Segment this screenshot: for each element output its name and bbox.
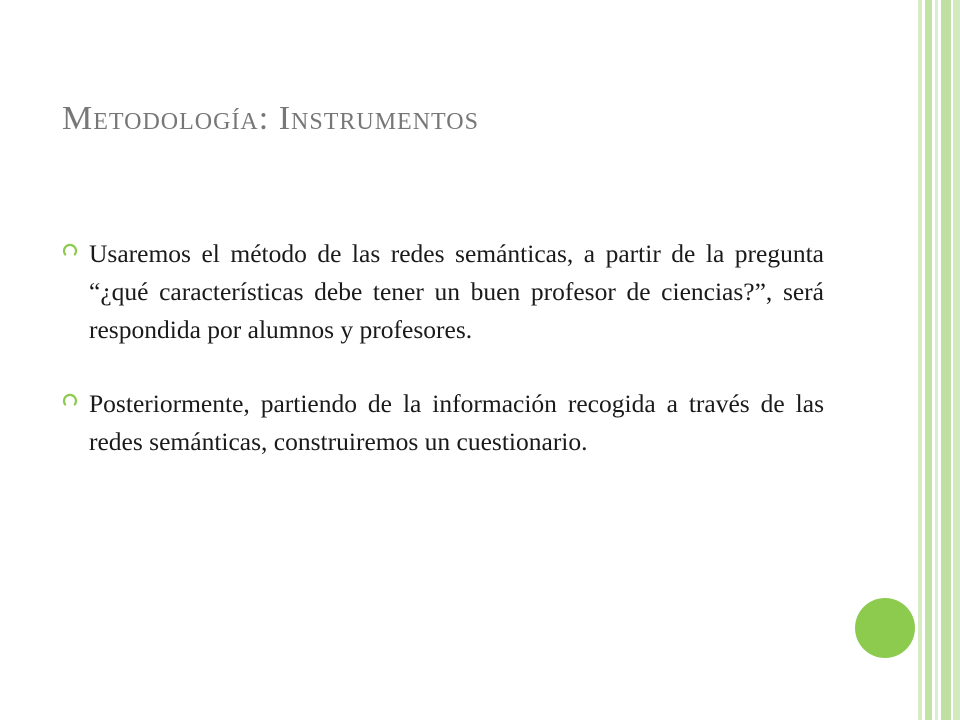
decorative-stripe (953, 0, 960, 720)
open-circle-icon (62, 393, 78, 409)
bullet-text: Posteriormente, partiendo de la información recogida a través de las redes semánticas, construiremos un cuestionario. (89, 389, 824, 456)
bullet-text: Usaremos el método de las redes semánticas, a partir de la pregunta “¿qué características debe tener un buen profesor de ciencias?”, será respondida por alumnos y profesores. (89, 239, 824, 344)
decorative-stripe (918, 0, 922, 720)
bullet-item (62, 385, 824, 461)
bullet-item (62, 235, 824, 349)
open-circle-icon (62, 243, 78, 259)
decorative-stripe (935, 0, 938, 720)
green-circle-icon (855, 598, 915, 658)
decorative-stripe (941, 0, 951, 720)
bullet-list (62, 235, 824, 497)
decorative-stripe (925, 0, 932, 720)
slide-title: Metodología: Instrumentos (62, 100, 479, 137)
